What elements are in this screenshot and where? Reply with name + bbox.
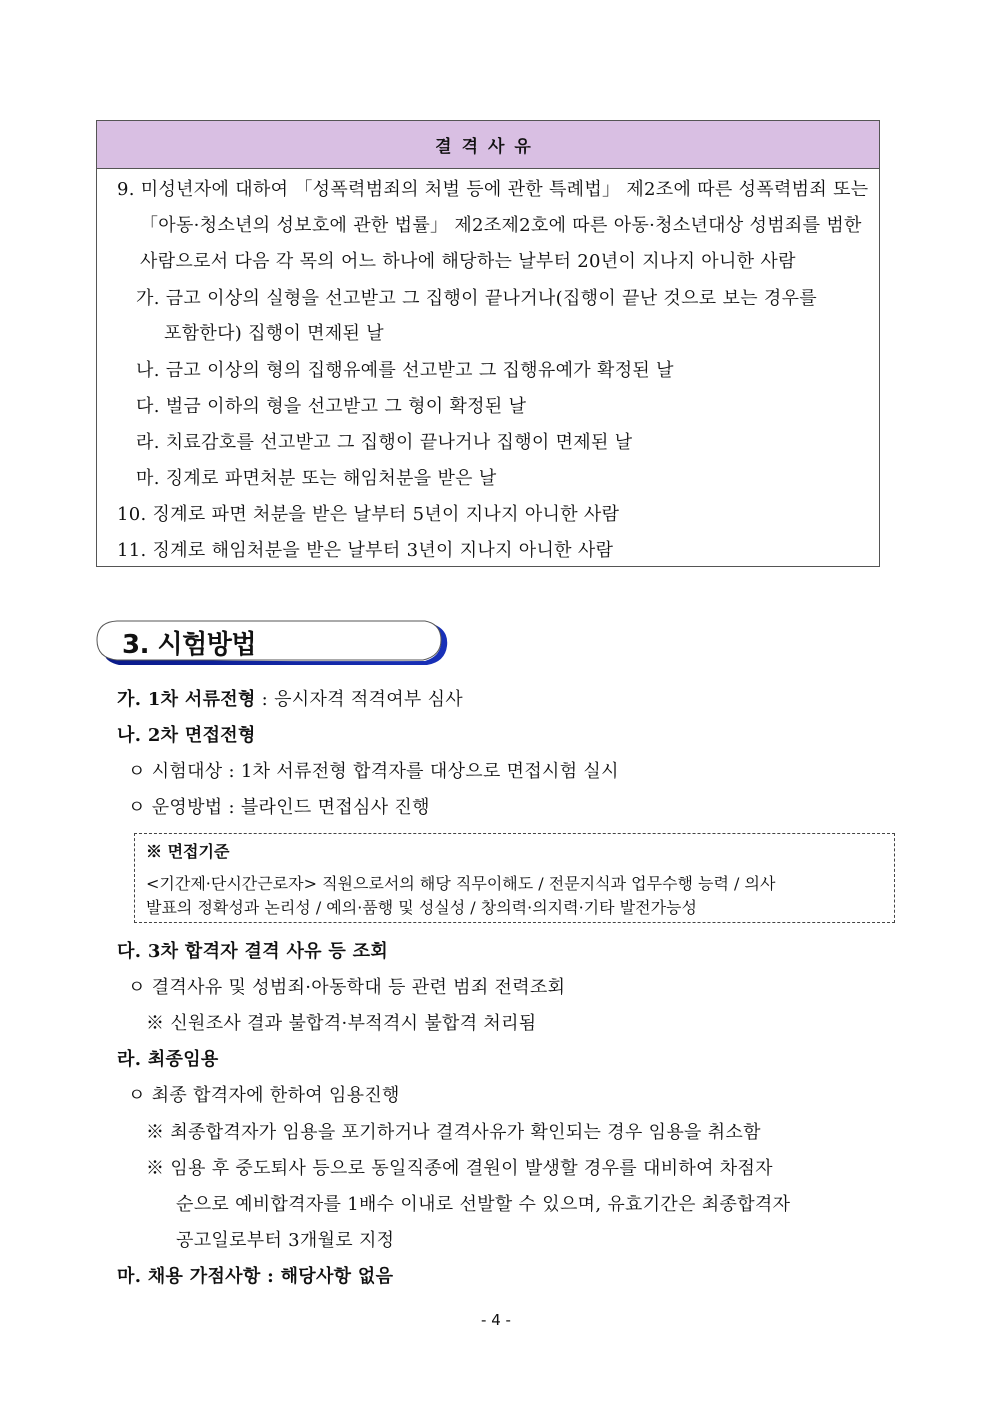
item-ra-2: ※ 최종합격자가 임용을 포기하거나 결격사유가 확인되는 경우 임용을 취소함: [146, 1122, 761, 1143]
item-ma-label: 마. 채용 가점사항 : 해당사항 없음: [117, 1266, 394, 1287]
item-ga-text: : 응시자격 적격여부 심사: [255, 689, 463, 710]
table-line: 마. 징계로 파면처분 또는 해임처분을 받은 날: [136, 468, 497, 489]
section-title: 3. 시험방법: [122, 630, 256, 660]
item-da-label: 다. 3차 합격자 결격 사유 등 조회: [117, 941, 389, 962]
table-line: 10. 징계로 파면 처분을 받은 날부터 5년이 지나지 아니한 사람: [117, 504, 620, 525]
table-line: 가. 금고 이상의 실형을 선고받고 그 집행이 끝나거나(집행이 끝난 것으로 보는 경우를: [136, 288, 817, 309]
item-na-label: 나. 2차 면접전형: [117, 725, 256, 746]
table-line: 다. 벌금 이하의 형을 선고받고 그 형이 확정된 날: [136, 396, 527, 417]
item-ga-label: 가. 1차 서류전형: [117, 689, 256, 710]
table-line: 11. 징계로 해임처분을 받은 날부터 3년이 지나지 아니한 사람: [117, 540, 614, 561]
item-da-1: ㅇ 결격사유 및 성범죄·아동학대 등 관련 범죄 전력조회: [128, 977, 566, 998]
page-number: - 4 -: [481, 1311, 511, 1329]
item-da-2: ※ 신원조사 결과 불합격·부적격시 불합격 처리됨: [146, 1013, 537, 1034]
item-ga: [117, 685, 463, 711]
item-na-1: ㅇ 시험대상 : 1차 서류전형 합격자를 대상으로 면접시험 실시: [128, 761, 619, 782]
item-ra-label: 라. 최종임용: [117, 1049, 219, 1070]
table-header: 결격사유: [97, 121, 879, 169]
criteria-line: <기간제·단시간근로자> 직원으로서의 해당 직무이해도 / 전문지식과 업무수행 능력 / 의사: [146, 874, 776, 893]
table-line: 포함한다) 집행이 면제된 날: [164, 323, 384, 344]
item-ra-3-cont: 공고일로부터 3개월로 지정: [176, 1230, 395, 1251]
item-na-2: ㅇ 운영방법 : 블라인드 면접심사 진행: [128, 797, 430, 818]
table-line: 9. 미성년자에 대하여 「성폭력범죄의 처벌 등에 관한 특례법」 제2조에 따른 성폭력범죄 또는: [117, 179, 869, 200]
criteria-line: 발표의 정확성과 논리성 / 예의·품행 및 성실성 / 창의력·의지력·기타 발전가능성: [146, 898, 697, 917]
table-line: 사람으로서 다음 각 목의 어느 하나에 해당하는 날부터 20년이 지나지 아니한 사람: [140, 251, 796, 272]
table-line: 라. 치료감호를 선고받고 그 집행이 끝나거나 집행이 면제된 날: [136, 432, 633, 453]
item-ra-3: ※ 임용 후 중도퇴사 등으로 동일직종에 결원이 발생할 경우를 대비하여 차점자: [146, 1158, 773, 1179]
table-line: 「아동·청소년의 성보호에 관한 법률」 제2조제2호에 따른 아동·청소년대상 성범죄를 범한: [140, 215, 862, 236]
table-line: 나. 금고 이상의 형의 집행유예를 선고받고 그 집행유예가 확정된 날: [136, 360, 674, 381]
item-ra-3-cont: 순으로 예비합격자를 1배수 이내로 선발할 수 있으며, 유효기간은 최종합격자: [176, 1194, 791, 1215]
item-ra-1: ㅇ 최종 합격자에 한하여 임용진행: [128, 1085, 400, 1106]
criteria-title: ※ 면접기준: [146, 842, 230, 861]
